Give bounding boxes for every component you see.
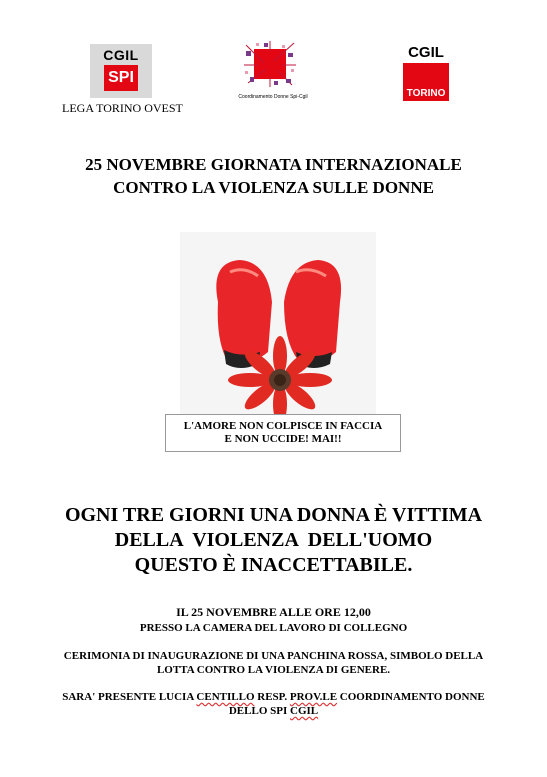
presence-text-a: SARA' PRESENTE LUCIA [62, 691, 197, 703]
presence-prov: PROV.LE [289, 691, 338, 703]
headline-line-2: DELLA VIOLENZA DELL'UOMO [114, 529, 433, 551]
event-ceremony [0, 649, 547, 677]
title-line-2: CONTRO LA VIOLENZA SULLE DONNE [113, 178, 434, 197]
red-shoes-and-flower-image [180, 232, 376, 415]
presence-line-2 [0, 704, 547, 718]
event-place: PRESSO LA CAMERA DEL LAVORO DI COLLEGNO [139, 622, 408, 634]
cgil-spi-logo-top: CGIL [103, 47, 139, 63]
cgil-torino-logo [403, 63, 449, 101]
cgil-torino-logo-top: CGIL [408, 44, 444, 61]
coordinamento-donne-logo [244, 41, 296, 87]
quote-box [165, 414, 401, 452]
coordinamento-caption: Coordinamento Donne Spi-Cgil [238, 94, 308, 100]
quote-line-1: L'AMORE NON COLPISCE IN FACCIA [183, 420, 383, 432]
quote-line-2: E NON UCCIDE! MAI!! [224, 433, 342, 445]
headline-line-1: OGNI TRE GIORNI UNA DONNA È VITTIMA [64, 504, 483, 526]
lega-label: LEGA TORINO OVEST [62, 101, 183, 115]
page-title [0, 153, 547, 199]
title-line-1: 25 NOVEMBRE GIORNATA INTERNAZIONALE [85, 155, 462, 174]
cgil-spi-logo-box: SPI [104, 65, 138, 91]
presence-line-1 [0, 690, 547, 704]
cgil-torino-logo-label: TORINO [406, 88, 446, 99]
event-date: IL 25 NOVEMBRE ALLE ORE 12,00 [176, 605, 371, 619]
presence-cgil: CGIL [290, 705, 319, 717]
presence-text-b: RESP. [254, 691, 290, 703]
presence-text-c: COORDINAMENTO DONNE [337, 691, 485, 703]
ceremony-line-1: CERIMONIA DI INAUGURAZIONE DI UNA PANCHINA ROSSA, SIMBOLO DELLA [63, 650, 484, 662]
ceremony-line-2: LOTTA CONTRO LA VIOLENZA DI GENERE. [156, 664, 391, 676]
main-headline [0, 503, 547, 578]
presence-text-d: DELLO SPI [228, 705, 290, 717]
headline-line-3: QUESTO È INACCETTABILE. [134, 554, 413, 576]
presence-name: CENTILLO [196, 691, 255, 703]
cgil-spi-logo [90, 44, 152, 98]
event-presence [0, 690, 547, 718]
